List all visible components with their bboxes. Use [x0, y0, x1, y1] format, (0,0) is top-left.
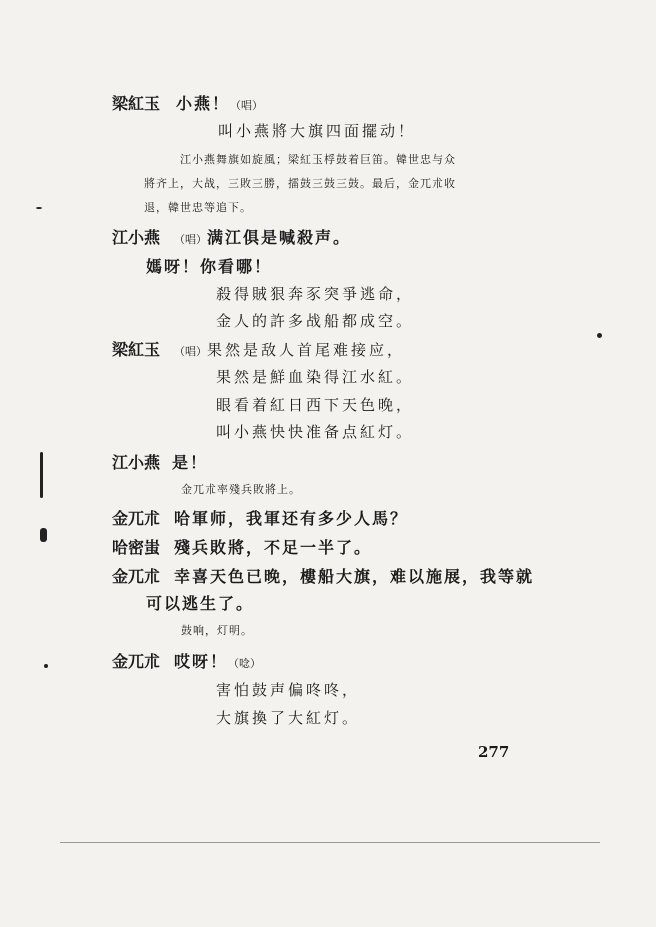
speaker-name: 江小燕	[112, 453, 161, 472]
scan-speck	[44, 664, 48, 668]
speaker-name: 梁紅玉	[112, 94, 161, 113]
song-line: 害怕鼓声偏咚咚，	[216, 681, 361, 699]
dialogue-line	[112, 569, 534, 585]
dialogue-text: 是！	[172, 453, 209, 472]
speaker-name: 金兀朮	[112, 509, 161, 528]
stage-direction: 鼓响，灯明。	[181, 624, 253, 637]
song-line: 叫小燕將大旗四面擺动！	[218, 122, 417, 140]
song-line: 果然是敌人首尾难接应，	[207, 341, 406, 359]
song-line: 果然是鮮血染得江水紅。	[216, 368, 415, 386]
scan-line	[60, 842, 600, 843]
stage-note: （唱）	[174, 233, 208, 246]
stage-direction: 江小燕舞旗如旋風；梁紅玉桴鼓着巨笛。韓世忠与众	[180, 153, 456, 166]
stage-note: （唱）	[174, 345, 208, 358]
dialogue-text: 殘兵敗將，不足一半了。	[174, 538, 373, 557]
speaker-name: 江小燕	[112, 228, 161, 247]
scan-speck	[597, 333, 602, 338]
stage-note: （唱）	[230, 99, 264, 112]
scan-speck	[40, 452, 43, 498]
dialogue-line	[112, 342, 405, 358]
dialogue-text: 小燕！	[176, 94, 231, 113]
dialogue-line	[112, 540, 372, 556]
dialogue-text: 哎呀！	[174, 652, 229, 671]
speaker-name: 金兀朮	[112, 652, 161, 671]
song-line: 眼看着紅日西下天色晚，	[216, 396, 415, 414]
stage-note: （唸）	[228, 657, 262, 670]
stage-direction: 金兀朮率殘兵敗將上。	[181, 483, 301, 496]
page-number: 277	[478, 743, 510, 761]
stage-direction: 退，韓世忠等追下。	[144, 201, 252, 214]
dialogue-text: 可以逃生了。	[146, 594, 255, 613]
stage-direction: 將齐上，大战，三敗三勝，擂鼓三鼓三鼓。最后，金兀朮收	[144, 177, 456, 190]
dialogue-line	[112, 96, 263, 112]
dialogue-text: 哈軍师，我軍还有多少人馬？	[174, 509, 409, 528]
dialogue-line	[112, 654, 261, 670]
dialogue-text: 满江俱是喊殺声。	[207, 228, 352, 247]
dialogue-line	[112, 230, 351, 246]
scan-speck	[36, 207, 42, 209]
song-line: 大旗換了大紅灯。	[216, 709, 361, 727]
dialogue-line	[112, 455, 208, 471]
dialogue-text: 幸喜天色已晚，樓船大旗，难以施展，我等就	[174, 567, 535, 586]
song-line: 金人的許多战船都成空。	[216, 312, 415, 330]
song-line: 叫小燕快快准备点紅灯。	[216, 423, 415, 441]
dialogue-text: 媽呀！你看哪！	[146, 257, 273, 276]
scan-speck	[40, 528, 47, 542]
speaker-name: 哈密蚩	[112, 538, 161, 557]
speaker-name: 梁紅玉	[112, 340, 161, 359]
song-line: 殺得賊狠奔豕突爭逃命，	[216, 285, 415, 303]
speaker-name: 金兀朮	[112, 567, 161, 586]
dialogue-line	[112, 511, 408, 527]
